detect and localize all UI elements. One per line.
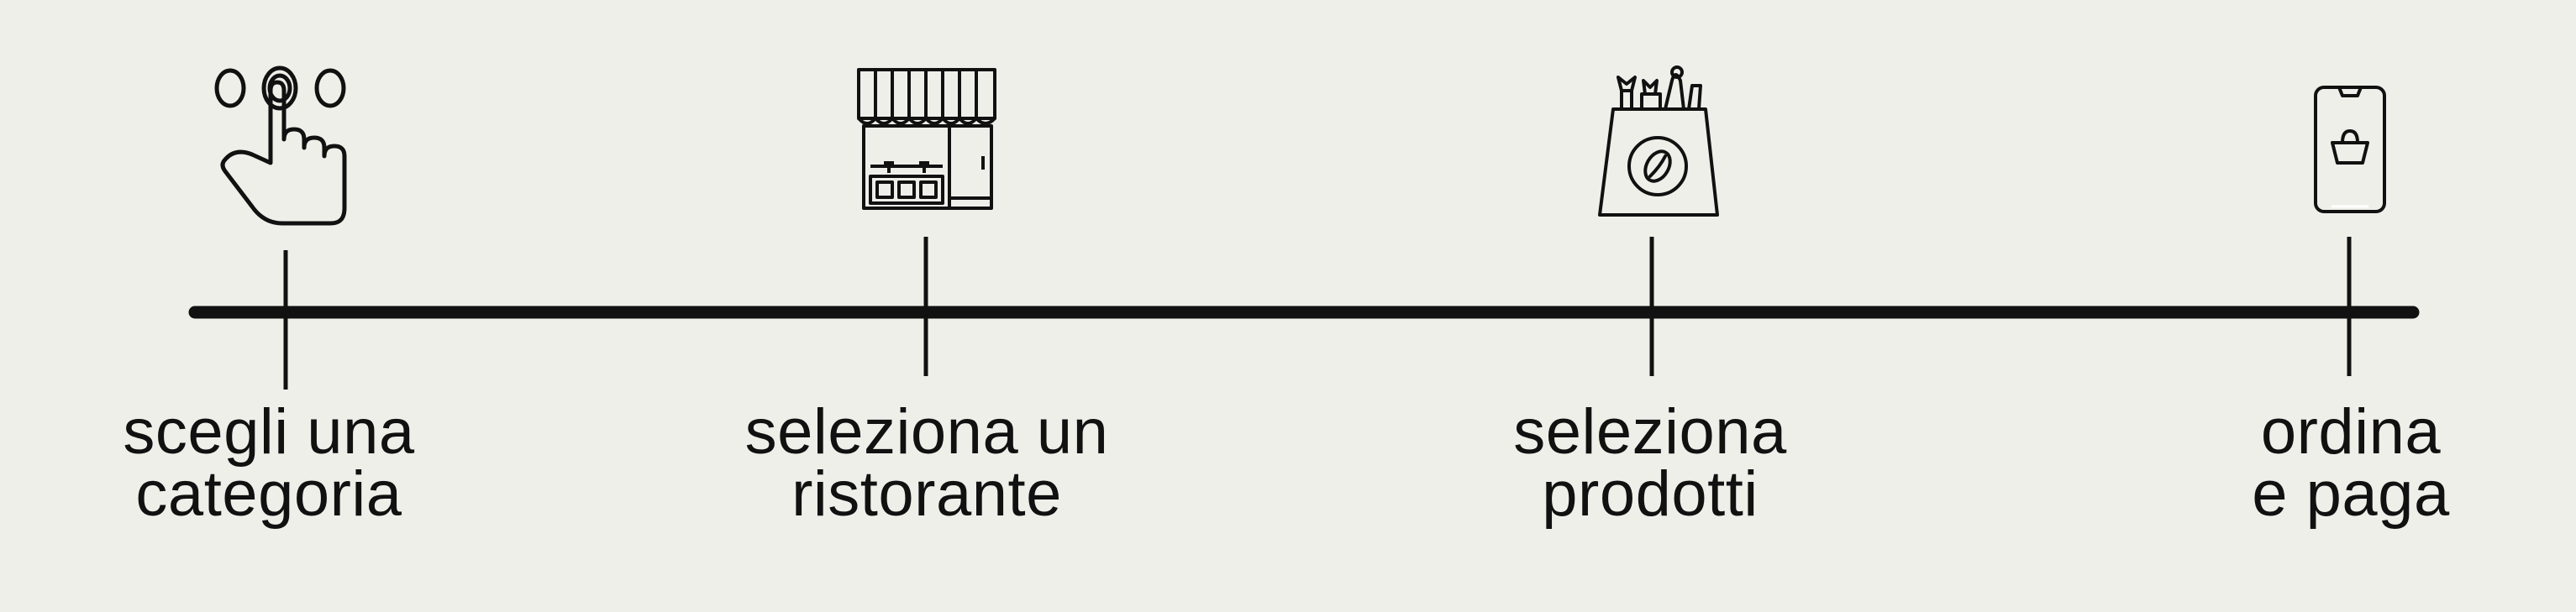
grocery-bag-icon xyxy=(1600,67,1717,215)
step-label-line: ordina xyxy=(2260,396,2442,468)
step-label-line: e paga xyxy=(2252,458,2450,530)
step-label-line: categoria xyxy=(135,458,402,530)
step-label-line: scegli una xyxy=(123,396,415,468)
step-label-scegli-categoria xyxy=(17,396,521,530)
step-label-ordina-paga xyxy=(2099,396,2576,530)
step-label-line: prodotti xyxy=(1542,458,1759,530)
step-label-seleziona-ristorante xyxy=(675,396,1179,530)
restaurant-storefront-icon xyxy=(859,70,995,208)
step-label-line: seleziona un xyxy=(744,396,1109,468)
step-label-line: seleziona xyxy=(1513,396,1787,468)
step-label-line: ristorante xyxy=(791,458,1062,530)
step-label-seleziona-prodotti xyxy=(1398,396,1902,530)
smartphone-basket-icon xyxy=(2316,87,2384,212)
tap-category-icon xyxy=(217,68,344,223)
